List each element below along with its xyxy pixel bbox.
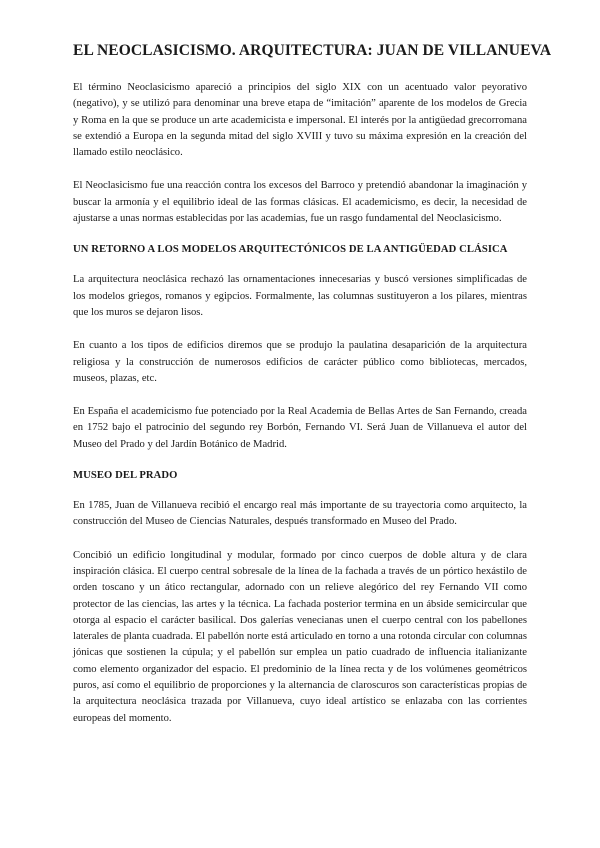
section1-paragraph-2: En cuanto a los tipos de edificios diremos que se produjo la paulatina desaparición de la arquitectura religiosa y la construcción de numerosos edificios de carácter público como bibliotecas, mercados, museos, plazas, etc. xyxy=(73,340,527,384)
section-heading-classical-models: UN RETORNO A LOS MODELOS ARQUITECTÓNICOS DE LA ANTIGÜEDAD CLÁSICA xyxy=(73,244,508,256)
section2-paragraph-1: En 1785, Juan de Villanueva recibió el encargo real más importante de su trayectoria como arquitecto, la construcción del Museo de Ciencias Naturales, después transformado en Museo del Prado. xyxy=(73,500,527,528)
document-page xyxy=(73,42,552,744)
section1-paragraph-1: La arquitectura neoclásica rechazó las ornamentaciones innecesarias y buscó versiones simplificadas de los modelos griegos, romanos y egipcios. Formalmente, las columnas sustituyeron a los pilares, mientras que los muros se dejaron lisos. xyxy=(73,274,527,318)
document-title: EL NEOCLASICISMO. ARQUITECTURA: JUAN DE VILLANUEVA xyxy=(73,42,552,59)
section1-paragraph-3: En España el academicismo fue potenciado por la Real Academia de Bellas Artes de San Fernando, creada en 1752 bajo el patrocinio del segundo rey Borbón, Fernando VI. Será Juan de Villanueva el autor del Museo del Prado y del Jardín Botánico de Madrid. xyxy=(73,406,527,450)
section2-paragraph-2: Concibió un edificio longitudinal y modular, formado por cinco cuerpos de doble altura y de clara inspiración clásica. El cuerpo central sobresale de la línea de la fachada a través de un pórtico hexástilo de orden toscano y un ático rectangular, adornado con un relieve alegórico del rey Fernando VII como protector de las ciencias, las artes y la técnica. La fachada posterior termina en un ábside semicircular que otorga al espacio el carácter basilical. Dos galerías venecianas unen el cuerpo central con los pabellones laterales de planta cuadrada. El pabellón norte está articulado en torno a una rotonda circular con columnas jónicas que sostienen la cúpula; y el pabellón sur emplea un patio cuadrado de influencia italianizante como elemento organizador del espacio. El predominio de la línea recta y de los volúmenes geométricos puros, así como el equilibrio de proporciones y la alternancia de claroscuros son características propias de la arquitectura neoclásica trazada por Villanueva, cuyo ideal artístico se enlazaba con las corrientes europeas del momento. xyxy=(73,549,527,724)
intro-paragraph-1: El término Neoclasicismo apareció a principios del siglo XIX con un acentuado valor peyorativo (negativo), y se utilizó para denominar una breve etapa de “imitación” aparente de los modelos de Grecia y Roma en la que se produce un arte academicista e impersonal. El interés por la antigüedad grecorromana se extendió a Europa en la segunda mitad del siglo XVIII y tuvo su máxima expresión en la creación del llamado estilo neoclásico. xyxy=(73,82,527,159)
section-heading-museo-del-prado: MUSEO DEL PRADO xyxy=(73,470,178,482)
intro-paragraph-2: El Neoclasicismo fue una reacción contra los excesos del Barroco y pretendió abandonar la imaginación y buscar la armonía y el equilibrio ideal de las formas clásicas. El academicismo, es decir, la necesidad de ajustarse a unas normas establecidas por las academias, fue un rasgo fundamental del Neoclasicismo. xyxy=(73,180,527,225)
